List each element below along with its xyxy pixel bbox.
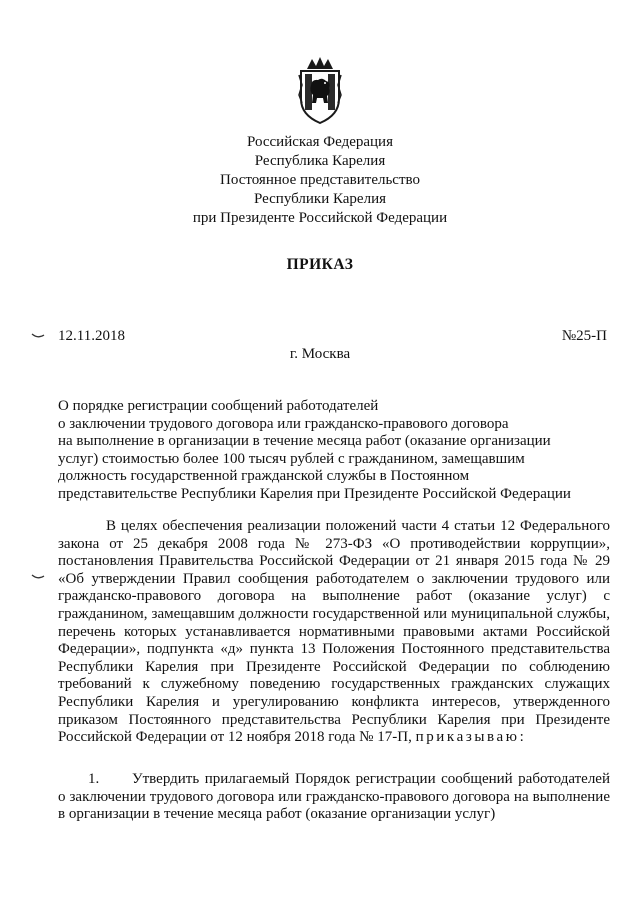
- header-line: Республика Карелия: [254, 153, 386, 169]
- scan-mark-icon: [31, 574, 45, 580]
- document-number: №25-П: [561, 328, 607, 344]
- header-line: Постоянное представительство: [220, 172, 420, 188]
- subject-line: на выполнение в организации в течение месяца работ (оказание организации: [58, 433, 551, 450]
- document-subject: [58, 398, 618, 504]
- item-number: 1.: [88, 771, 100, 787]
- order-item: [58, 771, 610, 824]
- subject-line: О порядке регистрации сообщений работодателей: [58, 398, 379, 414]
- item-text: Утвердить прилагаемый Порядок регистрации сообщений работодателей о заключении трудового договора или гражданско-правового договора на выполнение в организации в течение месяца работ (оказание организации услуг): [58, 771, 610, 823]
- subject-line: представительстве Республики Карелия при Президенте Российской Федерации: [58, 485, 571, 502]
- preamble-text: В целях обеспечения реализации положений части 4 статьи 12 Федерального закона от 25 декабря 2008 года № 273-ФЗ «О противодействии коррупции», постановления Правительства Российской Федерации от 21 января 2015 года № 29 «Об утверждении Правил сообщения работодателем о заключении трудового или гражданско-правового договора на выполнение работ (оказание услуг) с гражданином, замещавшим должности государственной или муниципальной службы, перечень которых устанавливается нормативными правовыми актами Российской Федерации», подпункта «д» пункта 13 Положения Постоянного представительства Республики Карелия при Президенте Российской Федерации по соблюдению требований к служебному поведению государственных гражданских служащих Республики Карелия и урегулированию конфликта интересов, утвержденного приказом Постоянного представительства Республики Карелия при Президенте Российской Федерации от 12 ноября 2018 года № 17-П,: [58, 518, 610, 746]
- subject-line: услуг) стоимостью более 100 тысяч рублей с гражданином, замещавшим: [58, 450, 525, 467]
- subject-line: о заключении трудового договора или гражданско-правового договора: [58, 415, 509, 432]
- document-date: 12.11.2018: [58, 328, 125, 344]
- subject-line: должность государственной гражданской службы в Постоянном: [58, 468, 470, 485]
- preamble-paragraph: [58, 518, 610, 747]
- scan-mark-icon: [31, 333, 45, 339]
- header-line: при Президенте Российской Федерации: [192, 210, 448, 226]
- header-line: Республики Карелия: [253, 191, 387, 207]
- command-word: приказываю:: [415, 729, 527, 746]
- karelia-coat-of-arms-icon: [297, 55, 343, 125]
- organization-header: [0, 133, 640, 228]
- document-city: г. Москва: [289, 346, 351, 362]
- document-title: ПРИКАЗ: [286, 256, 354, 273]
- header-line: Российская Федерация: [247, 134, 393, 150]
